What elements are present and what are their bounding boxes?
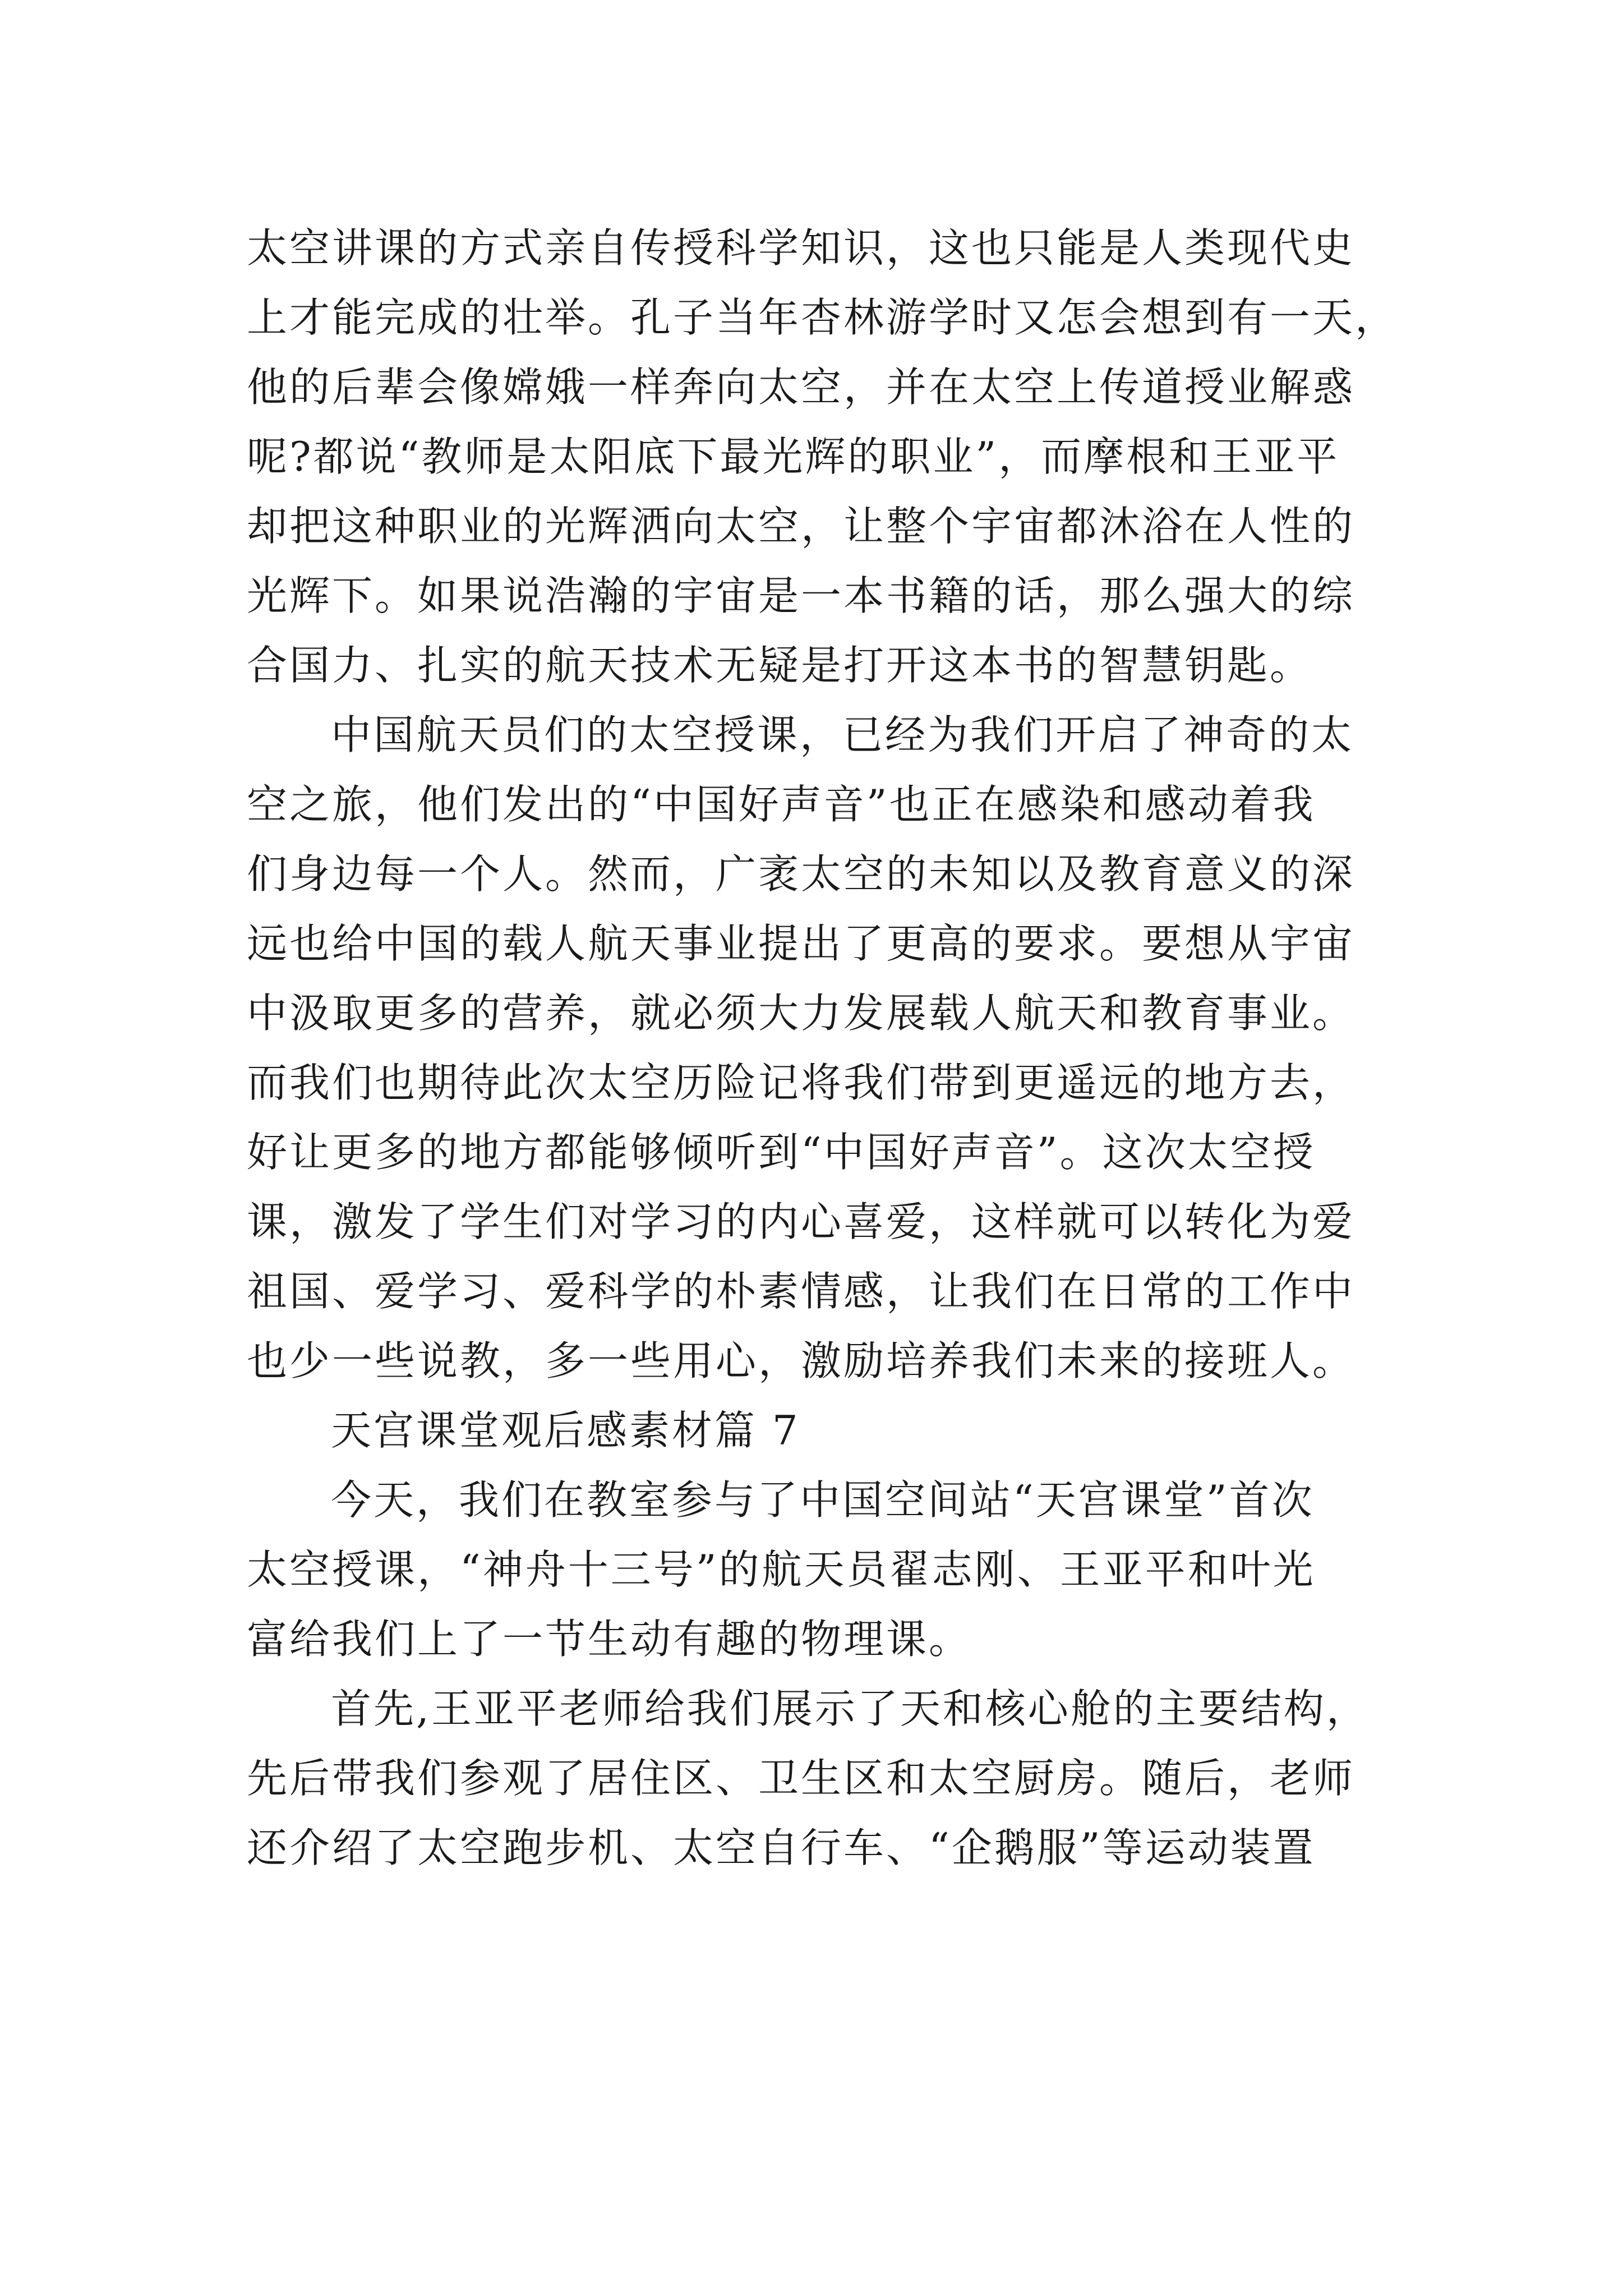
text-line: 先后带我们参观了居住区、卫生区和太空厨房。随后，老师 <box>247 1755 1355 1802</box>
text-line: 他的后辈会像嫦娥一样奔向太空，并在太空上传道授业解惑 <box>247 364 1355 411</box>
paragraph-start-line: 中国航天员们的太空授课，已经为我们开启了神奇的太 <box>331 711 1354 758</box>
text-line: 却把这种职业的光辉洒向太空，让整个宇宙都沐浴在人性的 <box>247 503 1355 550</box>
text-line: 太空授课，“神舟十三号”的航天员翟志刚、王亚平和叶光 <box>247 1546 1316 1593</box>
document-body <box>247 213 1402 1883</box>
paragraph-start-line: 首先,王亚平老师给我们展示了天和核心舱的主要结构， <box>331 1685 1369 1732</box>
text-line: 光辉下。如果说浩瀚的宇宙是一本书籍的话，那么强大的综 <box>247 572 1355 619</box>
text-line: 中汲取更多的营养，就必须大力发展载人航天和教育事业。 <box>247 990 1355 1037</box>
text-line: 也少一些说教，多一些用心，激励培养我们未来的接班人。 <box>247 1337 1355 1384</box>
text-line: 而我们也期待此次太空历险记将我们带到更遥远的地方去， <box>247 1059 1355 1106</box>
text-line: 呢?都说“教师是太阳底下最光辉的职业”，而摩根和王亚平 <box>247 433 1340 480</box>
text-line: 好让更多的地方都能够倾听到“中国好声音”。这次太空授 <box>247 1129 1316 1176</box>
text-line: 们身边每一个人。然而，广袤太空的未知以及教育意义的深 <box>247 850 1355 898</box>
text-line: 还介绍了太空跑步机、太空自行车、“企鹅服”等运动装置 <box>247 1824 1316 1871</box>
text-line: 上才能完成的壮举。孔子当年杏林游学时又怎会想到有一天， <box>247 294 1398 341</box>
text-line: 空之旅，他们发出的“中国好声音”也正在感染和感动着我 <box>247 781 1316 828</box>
text-line: 富给我们上了一节生动有趣的物理课。 <box>247 1616 972 1663</box>
text-line: 远也给中国的载人航天事业提出了更高的要求。要想从宇宙 <box>247 920 1355 967</box>
text-line: 课，激发了学生们对学习的内心喜爱，这样就可以转化为爱 <box>247 1198 1355 1245</box>
text-line: 太空讲课的方式亲自传授科学知识，这也只能是人类现代史 <box>247 224 1355 272</box>
text-line: 合国力、扎实的航天技术无疑是打开这本书的智慧钥匙。 <box>247 642 1313 689</box>
section-title: 天宫课堂观后感素材篇 7 <box>331 1407 800 1454</box>
paragraph-start-line: 今天，我们在教室参与了中国空间站“天宫课堂”首次 <box>331 1476 1315 1524</box>
text-line: 祖国、爱学习、爱科学的朴素情感，让我们在日常的工作中 <box>247 1268 1355 1315</box>
